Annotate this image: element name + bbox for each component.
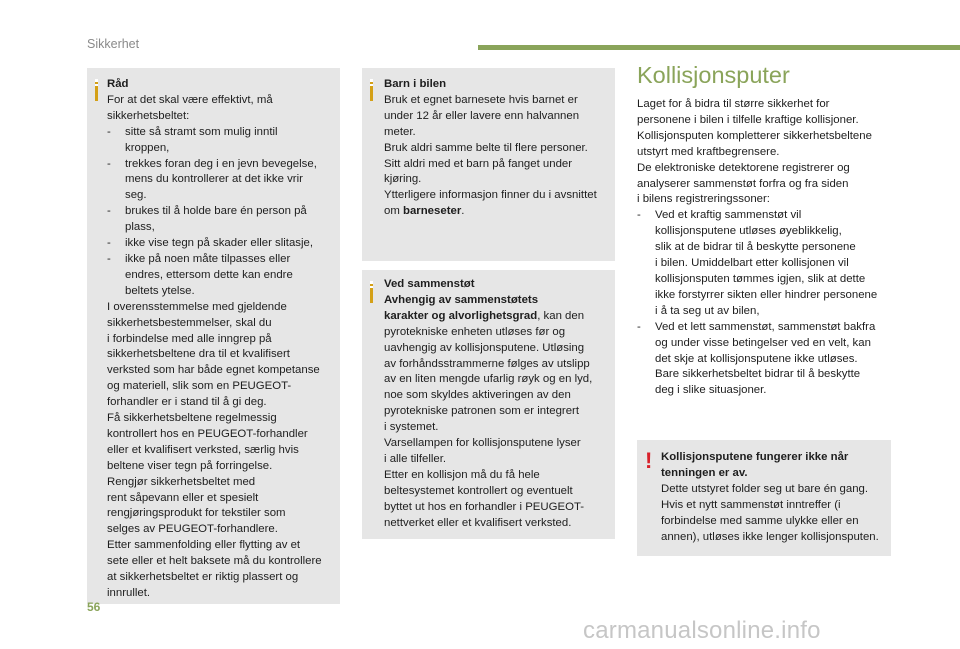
bullet-cont: kollisjonsputen tømmes igjen, slik at dette <box>655 272 866 285</box>
info-tip-icon <box>95 79 98 101</box>
text-line: Dette utstyret folder seg ut bare én gang. <box>661 482 869 495</box>
text-line: karakter og alvorlighetsgrad, kan den <box>384 309 585 322</box>
text-line: i bilens registreringssoner: <box>637 193 770 206</box>
children-text <box>384 77 597 220</box>
warning-title: Kollisjonsputene fungerer ikke når <box>661 451 849 463</box>
text-line: Avhengig av sammenstøtets <box>384 293 539 306</box>
text-line: under 12 år eller lavere enn halvannen <box>384 109 580 122</box>
text-line: sikkerhetsbeltene dra til et kvalifisert <box>107 348 290 361</box>
text-line: personene i bilen i tilfelle kraftige kollisjoner. <box>637 113 859 126</box>
collision-text <box>384 277 592 532</box>
text-line: pyrotekniske patronen som er integrert <box>384 405 580 418</box>
collision-title: Ved sammenstøt <box>384 278 475 290</box>
advice-text <box>107 77 322 602</box>
text-line: forbindelse med samme ulykke eller en <box>661 514 859 527</box>
text-line: annen), utløses ikke lenger kollisjonsputen. <box>661 530 879 543</box>
text-line: kjøring. <box>384 173 422 186</box>
bullet-cont: det skje at kollisjonsputene ikke utløses. <box>655 352 858 365</box>
text-line: av en liten mengde ufarlig røyk og en lyd, <box>384 373 593 386</box>
bullet-cont: endres, ettersom dette kan endre <box>125 268 293 281</box>
bullet-cont: i bilen. Umiddelbart etter kollisjonen vil <box>655 257 849 270</box>
text-line: Hvis et nytt sammenstøt inntreffer (i <box>661 498 841 511</box>
text-line: For at det skal være effektivt, må <box>107 93 273 106</box>
bullet-cont: kroppen, <box>125 141 170 154</box>
children-title: Barn i bilen <box>384 78 447 90</box>
bullet-cont: deg i slike situasjoner. <box>655 384 767 397</box>
text-line: Sitt aldri med et barn på fanget under <box>384 157 573 170</box>
text-line: eller et kvalifisert verksted, særlig hvis <box>107 443 299 456</box>
bullet-cont: seg. <box>125 189 147 202</box>
text-line: verksted som har både egnet kompetanse <box>107 364 320 377</box>
text-line: forhandler er i stand til å gi deg. <box>107 396 267 409</box>
advice-title: Råd <box>107 78 129 90</box>
text-line: Bruk et egnet barnesete hvis barnet er <box>384 93 578 106</box>
text-line: meter. <box>384 125 416 138</box>
bullet-cont: i å ta seg ut av bilen, <box>655 304 760 317</box>
bullet-item: - Ved et kraftig sammenstøt vil <box>637 209 802 222</box>
text-line: Få sikkerhetsbeltene regelmessig <box>107 412 277 425</box>
text-line: Laget for å bidra til større sikkerhet for <box>637 98 830 110</box>
text-line: pyrotekniske enheten utløses før og <box>384 325 566 338</box>
text-line: innrullet. <box>107 587 151 599</box>
text-line: i systemet. <box>384 421 439 434</box>
text-line: sikkerhetsbestemmelser, skal du <box>107 316 272 329</box>
bullet-cont: beltets ytelse. <box>125 284 195 297</box>
text-line: Kollisjonsputen kompletterer sikkerhetsbeltene <box>637 129 872 142</box>
text-line: uavhengig av kollisjonsputene. Utløsing <box>384 341 585 354</box>
text-line: I overensstemmelse med gjeldende <box>107 300 287 313</box>
text-line: byttet ut hos en forhandler i PEUGEOT- <box>384 500 585 513</box>
text-line: Etter sammenfolding eller flytting av et <box>107 539 301 552</box>
text-line: analyserer sammenstøt forfra og fra siden <box>637 177 849 190</box>
bullet-cont: ikke forstyrrer sikten eller hindrer personene <box>655 288 878 301</box>
text-line: noe som skyldes aktiveringen av den <box>384 389 571 402</box>
text-line: at sikkerhetsbeltet er riktig plassert og <box>107 571 299 584</box>
bullet-item: - sitte så stramt som mulig inntil <box>107 125 278 138</box>
text-line: av forhåndsstrammerne følges av utslipp <box>384 357 590 370</box>
bullet-cont: kollisjonsputene utløses øyeblikkelig, <box>655 225 842 238</box>
text-line: kontrollert hos en PEUGEOT-forhandler <box>107 427 308 440</box>
text-line: rent såpevann eller et spesielt <box>107 491 259 504</box>
text-line: i forbindelse med alle inngrep på <box>107 332 272 345</box>
bullet-cont: og under visse betingelser ved en velt, kan <box>655 336 871 349</box>
bullet-cont: Bare sikkerhetsbeltet bidrar til å beskytte <box>655 368 861 381</box>
warning-text <box>661 450 879 545</box>
bullet-item: - Ved et lett sammenstøt, sammenstøt bakfra <box>637 320 876 333</box>
text-line: De elektroniske detektorene registrerer og <box>637 161 850 174</box>
text-line: Varsellampen for kollisjonsputene lyser <box>384 437 581 450</box>
bullet-item: - brukes til å holde bare én person på <box>107 205 307 218</box>
bullet-cont: plass, <box>125 221 155 234</box>
text-line: i alle tilfeller. <box>384 452 447 465</box>
watermark: carmanualsonline.info <box>583 617 821 644</box>
text-line: sete eller et helt baksete må du kontrollere <box>107 555 322 568</box>
text-line: beltesystemet kontrollert og eventuelt <box>384 484 573 497</box>
text-line: beltene viser tegn på forringelse. <box>107 459 273 472</box>
text-line: om barneseter. <box>384 205 465 218</box>
text-line: Rengjør sikkerhetsbeltet med <box>107 475 256 488</box>
page-number: 56 <box>87 600 101 614</box>
bullet-item: - ikke på noen måte tilpasses eller <box>107 252 291 265</box>
barneseter-link: barneseter <box>403 205 462 218</box>
text-line: rengjøringsprodukt for tekstiler som <box>107 507 286 520</box>
text-line: Etter en kollisjon må du få hele <box>384 468 540 481</box>
text-line: nettverket eller et kvalifisert verksted. <box>384 516 572 529</box>
text-line: utstyrt med kraftbegrensere. <box>637 145 780 158</box>
section-header: Sikkerhet <box>87 37 140 51</box>
page-title: Kollisjonsputer <box>637 62 790 88</box>
text-line: og materiell, slik som en PEUGEOT- <box>107 380 292 393</box>
bullet-item: - trekkes foran deg i en jevn bevegelse, <box>107 157 317 170</box>
info-tip-icon <box>370 79 373 101</box>
bullet-cont: slik at de bidrar til å beskytte personene <box>655 241 856 254</box>
bullet-cont: mens du kontrollerer at det ikke vrir <box>125 173 303 186</box>
text-line: Ytterligere informasjon finner du i avsnittet <box>384 189 597 202</box>
header-bar <box>478 45 960 50</box>
exclamation-warning-icon: ! <box>645 448 653 473</box>
info-tip-icon <box>370 281 373 303</box>
text-line: sikkerhetsbeltet: <box>107 109 190 122</box>
text-line: selges av PEUGEOT-forhandlere. <box>107 523 278 536</box>
airbags-text <box>637 97 877 399</box>
text-line: Bruk aldri samme belte til flere personer. <box>384 141 588 154</box>
bullet-item: - ikke vise tegn på skader eller slitasje, <box>107 237 314 250</box>
warning-title: tenningen er av. <box>661 466 748 479</box>
